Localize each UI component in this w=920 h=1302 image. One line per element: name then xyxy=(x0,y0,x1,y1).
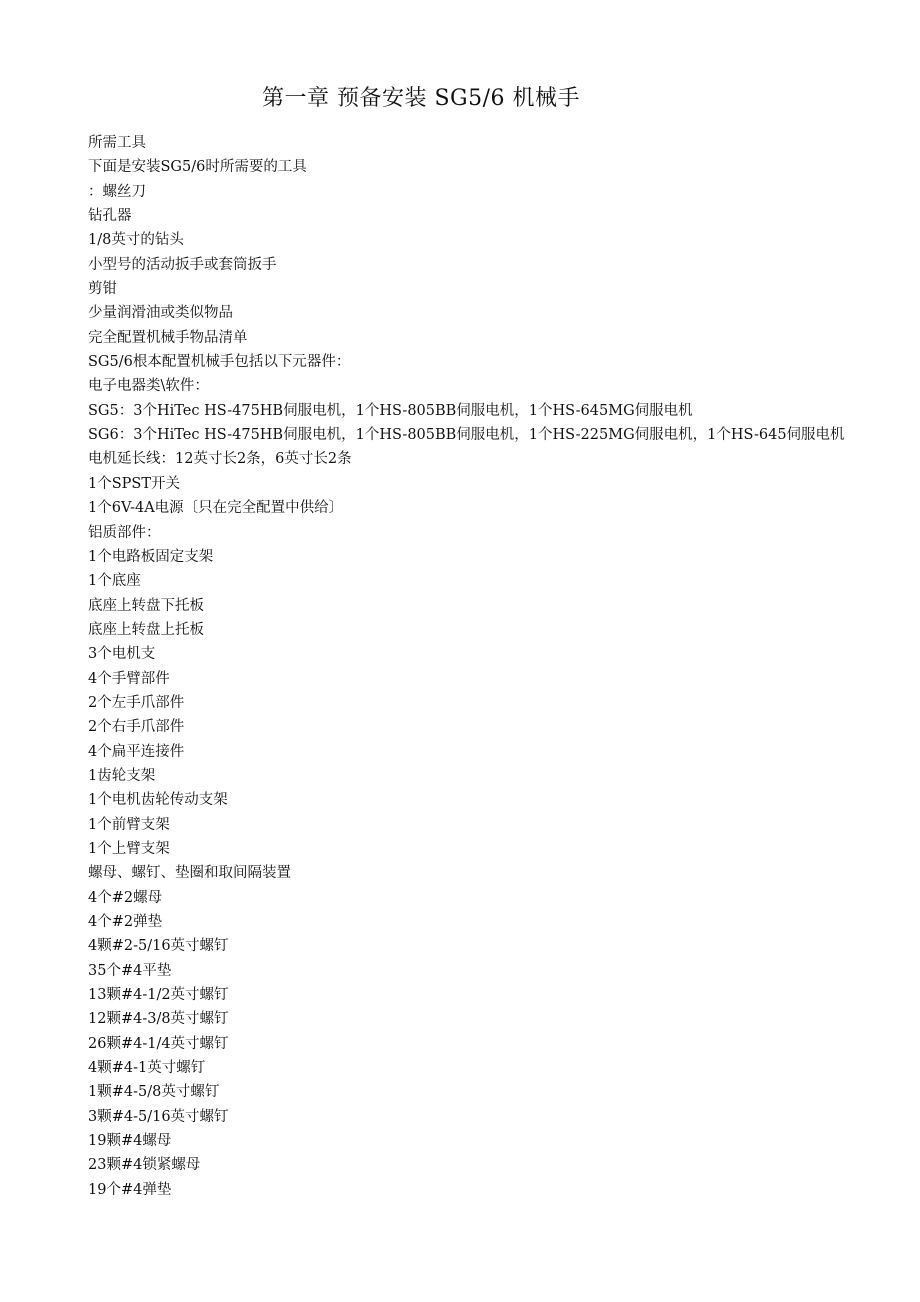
text-line: 1个6V-4A电源〔只在完全配置中供给〕 xyxy=(88,500,344,517)
text-line: 所需工具 xyxy=(88,135,146,151)
text-line: 铝质部件： xyxy=(88,524,161,541)
text-line: 剪钳 xyxy=(88,281,117,298)
parts-list xyxy=(88,131,888,1202)
text-line: 3个电机支 xyxy=(88,646,156,663)
text-line: 4个扁平连接件 xyxy=(88,743,185,760)
text-line: 电机延长线：12英寸长2条，6英寸长2条 xyxy=(88,451,352,468)
text-line: SG5：3个HiTec HS-475HB伺服电机，1个HS-805BB伺服电机，1个HS-645MG伺服电机 xyxy=(88,402,693,419)
text-line: 1个电机齿轮传动支架 xyxy=(88,792,228,809)
text-line: 2个右手爪部件 xyxy=(88,719,185,736)
chapter-title: 第一章 预备安装 SG5/6 机械手 xyxy=(262,86,581,111)
text-line: 23颗#4锁紧螺母 xyxy=(88,1157,201,1174)
text-line: 2个左手爪部件 xyxy=(88,694,185,711)
text-line: 1/8英寸的钻头 xyxy=(88,232,184,249)
text-line: 13颗#4-1/2英寸螺钉 xyxy=(88,987,229,1004)
text-line: SG6：3个HiTec HS-475HB伺服电机，1个HS-805BB伺服电机，1个HS-225MG伺服电机，1个HS-645伺服电机 xyxy=(88,427,845,444)
text-line: ：螺丝刀 xyxy=(88,183,146,200)
text-line: 4颗#2-5/16英寸螺钉 xyxy=(88,938,229,955)
text-line: 12颗#4-3/8英寸螺钉 xyxy=(88,1011,229,1028)
text-line: 小型号的活动扳手或套筒扳手 xyxy=(88,256,277,273)
text-line: 1颗#4-5/8英寸螺钉 xyxy=(88,1084,220,1101)
text-line: 钻孔器 xyxy=(88,208,132,225)
text-line: 35个#4平垫 xyxy=(88,962,172,979)
text-line: 1个SPST开关 xyxy=(88,475,181,492)
text-line: 电子电器类\软件： xyxy=(88,378,209,395)
text-line: 4个#2螺母 xyxy=(88,889,163,906)
text-line: 1个电路板固定支架 xyxy=(88,548,214,565)
text-line: SG5/6根本配置机械手包括以下元器件： xyxy=(88,354,351,371)
text-line: 1个上臂支架 xyxy=(88,840,170,857)
text-line: 1个底座 xyxy=(88,573,141,590)
text-line: 底座上转盘上托板 xyxy=(88,621,204,638)
text-line: 3颗#4-5/16英寸螺钉 xyxy=(88,1108,229,1125)
text-line: 完全配置机械手物品清单 xyxy=(88,329,248,346)
text-line: 1个前臂支架 xyxy=(88,816,170,833)
text-line: 4颗#4-1英寸螺钉 xyxy=(88,1060,206,1077)
text-line: 底座上转盘下托板 xyxy=(88,597,204,614)
text-line: 螺母、螺钉、垫圈和取间隔装置 xyxy=(88,865,291,882)
text-line: 少量润滑油或类似物品 xyxy=(88,305,233,322)
text-line: 4个手臂部件 xyxy=(88,670,170,687)
text-line: 19个#4弹垫 xyxy=(88,1181,172,1198)
text-line: 下面是安装SG5/6时所需要的工具 xyxy=(88,159,307,176)
text-line: 26颗#4-1/4英寸螺钉 xyxy=(88,1035,229,1052)
text-line: 19颗#4螺母 xyxy=(88,1133,172,1150)
text-line: 4个#2弹垫 xyxy=(88,914,163,930)
text-line: 1齿轮支架 xyxy=(88,767,156,784)
